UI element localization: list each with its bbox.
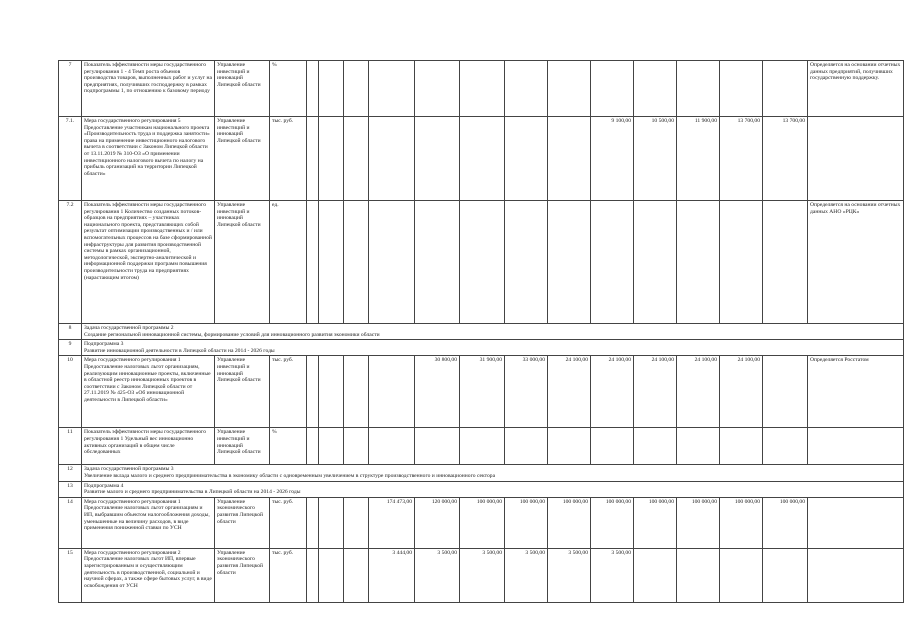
value-cell: 3 500,00 bbox=[591, 548, 634, 602]
section-heading-line: Развитие малого и среднего предпринимательства в Липецкой области на 2014 - 2026 годы bbox=[84, 489, 301, 496]
indicator-table bbox=[58, 60, 904, 603]
value-cell bbox=[591, 61, 634, 117]
section-heading-cell bbox=[82, 340, 904, 356]
value-cell: 100 000,00 bbox=[720, 497, 763, 548]
value-cell: 100 000,00 bbox=[634, 497, 677, 548]
value-cell bbox=[634, 201, 677, 324]
value-cell: 31 900,00 bbox=[460, 356, 505, 428]
value-cell bbox=[677, 428, 720, 465]
executor-cell: Управление экономического развития Липецкой области bbox=[215, 497, 270, 548]
section-heading-line: Задача государственной программы 2 bbox=[84, 325, 174, 331]
row-number-cell: 14 bbox=[59, 497, 82, 548]
executor-cell: Управление инвестиций и инноваций Липецкой области bbox=[215, 61, 270, 117]
value-cell: 3 500,00 bbox=[460, 548, 505, 602]
value-cell: 13 700,00 bbox=[720, 117, 763, 201]
executor-cell: Управление инвестиций и инноваций Липецкой области bbox=[215, 428, 270, 465]
value-cell bbox=[307, 497, 319, 548]
source-cell: Определяется Росстатом bbox=[808, 356, 904, 428]
section-heading-line: Подпрограмма 4 bbox=[84, 482, 124, 489]
value-cell bbox=[319, 117, 344, 201]
unit-cell: тыс. руб. bbox=[270, 497, 307, 548]
value-cell bbox=[591, 201, 634, 324]
table-row bbox=[59, 497, 904, 548]
executor-cell: Управление экономического развития Липецкой области bbox=[215, 548, 270, 602]
table-row bbox=[59, 340, 904, 356]
value-cell: 100 000,00 bbox=[460, 497, 505, 548]
value-cell bbox=[548, 117, 591, 201]
value-cell: 3 500,00 bbox=[548, 548, 591, 602]
source-cell bbox=[808, 497, 904, 548]
section-heading-cell bbox=[82, 481, 904, 497]
value-cell: 3 444,00 bbox=[369, 548, 415, 602]
value-cell bbox=[319, 497, 344, 548]
value-cell bbox=[369, 201, 415, 324]
value-cell: 13 700,00 bbox=[763, 117, 808, 201]
indicator-cell: Мера государственного регулирования 2 Предоставление налоговых льгот ИП, впервые зарегистрированным и осуществляющим деятельность в производственной, социальной и научной сферах, а также сфере бытовых услуг, в виде освобождения от УСН bbox=[82, 548, 215, 602]
value-cell bbox=[677, 201, 720, 324]
table-row bbox=[59, 117, 904, 201]
source-cell: Определяется на основании отчетных данных АНО «РЦК» bbox=[808, 201, 904, 324]
table-row bbox=[59, 201, 904, 324]
value-cell bbox=[307, 61, 319, 117]
table-row bbox=[59, 61, 904, 117]
value-cell bbox=[369, 61, 415, 117]
row-number-cell: 7 bbox=[59, 61, 82, 117]
value-cell bbox=[307, 201, 319, 324]
value-cell bbox=[677, 548, 720, 602]
source-cell: Определяется на основании отчетных данных предприятий, получивших государственную поддержку. bbox=[808, 61, 904, 117]
section-heading-cell bbox=[82, 324, 904, 340]
value-cell bbox=[319, 428, 344, 465]
value-cell bbox=[460, 61, 505, 117]
value-cell: 24 100,00 bbox=[720, 356, 763, 428]
value-cell: 120 000,00 bbox=[415, 497, 460, 548]
value-cell bbox=[307, 548, 319, 602]
value-cell: 100 000,00 bbox=[763, 497, 808, 548]
value-cell bbox=[763, 428, 808, 465]
source-cell bbox=[808, 117, 904, 201]
executor-cell: Управление инвестиций и инноваций Липецкой области bbox=[215, 356, 270, 428]
table-row bbox=[59, 324, 904, 340]
row-number-cell: 12 bbox=[59, 465, 82, 481]
value-cell bbox=[344, 497, 369, 548]
section-heading-line: Создание региональной инновационной системы, формирование условий для инновационного развития экономики области bbox=[84, 331, 380, 338]
source-cell bbox=[808, 548, 904, 602]
value-cell bbox=[720, 548, 763, 602]
section-heading-line: Развитие инновационной деятельности в Липецкой области на 2014 - 2026 годы bbox=[84, 347, 275, 354]
value-cell bbox=[505, 428, 548, 465]
table-row bbox=[59, 481, 904, 497]
value-cell bbox=[677, 61, 720, 117]
value-cell: 174 473,00 bbox=[369, 497, 415, 548]
value-cell bbox=[505, 201, 548, 324]
value-cell: 10 500,00 bbox=[634, 117, 677, 201]
value-cell bbox=[763, 548, 808, 602]
table-row bbox=[59, 548, 904, 602]
section-heading-line: Подпрограмма 3 bbox=[84, 341, 124, 348]
indicator-cell: Мера государственного регулирования 1 Предоставление налоговых льгот организациям, реализующим инновационные проекты, включенные в областной реестр инновационных проектов в соответствии с Законом Липецкой области от 27.11.2019 № 425-ОЗ «Об инновационной деятельности в Липецкой области» bbox=[82, 356, 215, 428]
value-cell bbox=[460, 201, 505, 324]
row-number-cell: 9 bbox=[59, 340, 82, 356]
value-cell bbox=[307, 428, 319, 465]
row-number-cell: 15 bbox=[59, 548, 82, 602]
value-cell bbox=[319, 548, 344, 602]
value-cell bbox=[319, 61, 344, 117]
value-cell: 100 000,00 bbox=[591, 497, 634, 548]
value-cell bbox=[344, 201, 369, 324]
value-cell: 100 000,00 bbox=[505, 497, 548, 548]
table-row bbox=[59, 356, 904, 428]
value-cell bbox=[344, 61, 369, 117]
value-cell: 100 000,00 bbox=[677, 497, 720, 548]
row-number-cell: 7.1. bbox=[59, 117, 82, 201]
indicator-cell: Показатель эффективности меры государственного регулирования 1 - 4 Темп роста объемов производства товаров, выполненных работ и услуг на предприятиях, получивших господдержку в рамках подпрограммы 1, по отношению к базовому периоду bbox=[82, 61, 215, 117]
row-number-cell: 13 bbox=[59, 481, 82, 497]
value-cell bbox=[415, 117, 460, 201]
value-cell bbox=[720, 428, 763, 465]
value-cell bbox=[415, 61, 460, 117]
value-cell: 11 900,00 bbox=[677, 117, 720, 201]
value-cell bbox=[505, 117, 548, 201]
value-cell bbox=[720, 201, 763, 324]
value-cell: 24 100,00 bbox=[634, 356, 677, 428]
value-cell: 24 100,00 bbox=[591, 356, 634, 428]
table-row bbox=[59, 465, 904, 481]
value-cell bbox=[344, 356, 369, 428]
indicator-cell: Показатель эффективности меры государственного регулирования 1 Удельный вес инновационно активных организаций в общем числе обследованных bbox=[82, 428, 215, 465]
value-cell bbox=[460, 117, 505, 201]
value-cell bbox=[548, 428, 591, 465]
value-cell bbox=[415, 201, 460, 324]
row-number-cell: 11 bbox=[59, 428, 82, 465]
value-cell bbox=[634, 428, 677, 465]
value-cell bbox=[763, 201, 808, 324]
value-cell: 24 100,00 bbox=[548, 356, 591, 428]
section-heading-cell bbox=[82, 465, 904, 481]
row-number-cell: 7.2 bbox=[59, 201, 82, 324]
unit-cell: % bbox=[270, 61, 307, 117]
value-cell: 3 500,00 bbox=[505, 548, 548, 602]
value-cell bbox=[319, 201, 344, 324]
value-cell: 24 100,00 bbox=[677, 356, 720, 428]
value-cell bbox=[634, 548, 677, 602]
value-cell bbox=[763, 61, 808, 117]
value-cell bbox=[763, 356, 808, 428]
source-cell bbox=[808, 428, 904, 465]
value-cell bbox=[591, 428, 634, 465]
unit-cell: % bbox=[270, 428, 307, 465]
value-cell bbox=[415, 428, 460, 465]
value-cell bbox=[307, 117, 319, 201]
value-cell bbox=[307, 356, 319, 428]
section-heading-line: Увеличение вклада малого и среднего предпринимательства в экономику области с одновременным увеличением в структуре производственного и инновационного сектора bbox=[84, 472, 496, 479]
row-number-cell: 10 bbox=[59, 356, 82, 428]
unit-cell: тыс. руб. bbox=[270, 117, 307, 201]
indicator-cell: Мера государственного регулирования 5 Предоставление участникам национального проекта «Производительность труда и поддержка занятости» права на применение инвестиционного налогового вычета в соответствии с Законом Липецкой области от 13.11.2019 № 310-ОЗ «О применении инвестиционного налогового вычета по налогу на прибыль организаций на территории Липецкой области» bbox=[82, 117, 215, 201]
executor-cell: Управление инвестиций и инноваций Липецкой области bbox=[215, 117, 270, 201]
value-cell bbox=[344, 428, 369, 465]
value-cell bbox=[460, 428, 505, 465]
indicator-cell: Показатель эффективности меры государственного регулирования 1 Количество созданных потоков-образцов на предприятиях – участниках национального проекта, представляющих собой результат оптимизации производственных и / или вспомогательных процессов на базе сформированной инфраструктуры для развития производственной системы в рамках организационной, методологической, экспертно-аналитической и информационной поддержки программ повышения производительности труда на предприятиях (нарастающим итогом) bbox=[82, 201, 215, 324]
value-cell bbox=[720, 61, 763, 117]
value-cell: 30 800,00 bbox=[415, 356, 460, 428]
value-cell: 33 000,00 bbox=[505, 356, 548, 428]
unit-cell: ед. bbox=[270, 201, 307, 324]
unit-cell: тыс. руб. bbox=[270, 356, 307, 428]
value-cell bbox=[505, 61, 548, 117]
indicator-cell: Мера государственного регулирования 1 Предоставление налоговых льгот организациям и ИП, выбравшим объектом налогообложения доходы, уменьшенные на величину расходов, в виде применения пониженной ставки по УСН bbox=[82, 497, 215, 548]
table-row bbox=[59, 428, 904, 465]
section-heading-line: Задача государственной программы 3 bbox=[84, 466, 174, 473]
value-cell bbox=[369, 356, 415, 428]
value-cell bbox=[548, 61, 591, 117]
value-cell bbox=[344, 548, 369, 602]
value-cell bbox=[634, 61, 677, 117]
value-cell bbox=[548, 201, 591, 324]
executor-cell: Управление инвестиций и инноваций Липецкой области bbox=[215, 201, 270, 324]
value-cell bbox=[344, 117, 369, 201]
value-cell: 9 100,00 bbox=[591, 117, 634, 201]
value-cell bbox=[369, 428, 415, 465]
value-cell bbox=[369, 117, 415, 201]
unit-cell: тыс. руб. bbox=[270, 548, 307, 602]
value-cell: 3 500,00 bbox=[415, 548, 460, 602]
value-cell bbox=[319, 356, 344, 428]
value-cell: 100 000,00 bbox=[548, 497, 591, 548]
row-number-cell: 8 bbox=[59, 324, 82, 340]
